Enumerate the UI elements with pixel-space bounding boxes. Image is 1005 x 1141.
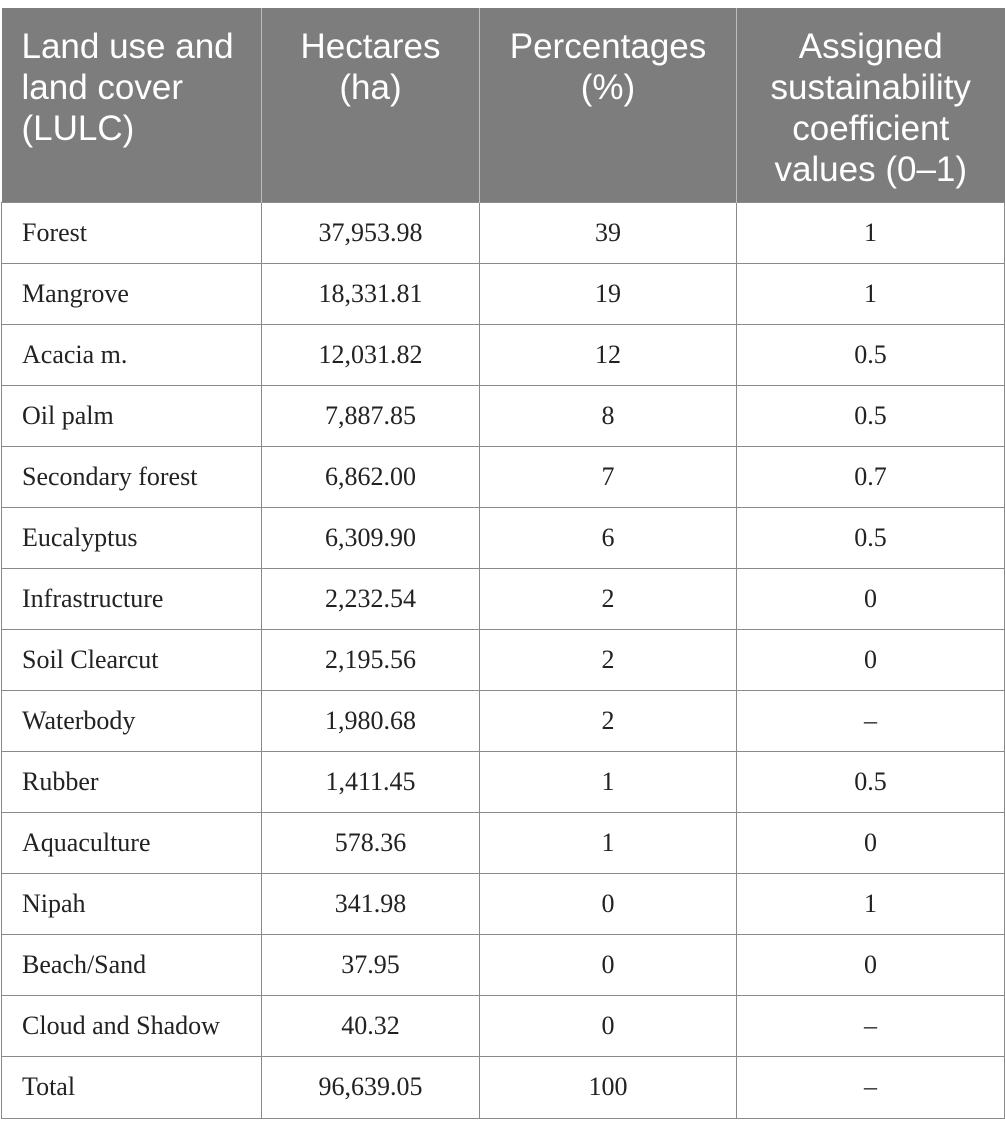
table-row bbox=[2, 995, 1005, 1056]
table-header bbox=[2, 8, 1005, 202]
table-row bbox=[2, 690, 1005, 751]
table-row bbox=[2, 934, 1005, 995]
cell-coefficient: 0.5 bbox=[737, 324, 1005, 385]
cell-lulc: Mangrove bbox=[2, 263, 262, 324]
cell-coefficient: 0.5 bbox=[737, 751, 1005, 812]
cell-hectares: 96,639.05 bbox=[262, 1056, 480, 1118]
table-row bbox=[2, 507, 1005, 568]
cell-lulc: Eucalyptus bbox=[2, 507, 262, 568]
cell-coefficient: 1 bbox=[737, 202, 1005, 263]
cell-hectares: 40.32 bbox=[262, 995, 480, 1056]
cell-hectares: 1,980.68 bbox=[262, 690, 480, 751]
cell-hectares: 578.36 bbox=[262, 812, 480, 873]
cell-hectares: 1,411.45 bbox=[262, 751, 480, 812]
cell-lulc: Total bbox=[2, 1056, 262, 1118]
cell-hectares: 37,953.98 bbox=[262, 202, 480, 263]
cell-hectares: 2,195.56 bbox=[262, 629, 480, 690]
cell-hectares: 6,862.00 bbox=[262, 446, 480, 507]
cell-coefficient: 0 bbox=[737, 812, 1005, 873]
table-row bbox=[2, 568, 1005, 629]
table-row bbox=[2, 202, 1005, 263]
cell-lulc: Oil palm bbox=[2, 385, 262, 446]
cell-hectares: 7,887.85 bbox=[262, 385, 480, 446]
table-body bbox=[2, 202, 1005, 1118]
cell-percentage: 0 bbox=[480, 995, 737, 1056]
cell-percentage: 6 bbox=[480, 507, 737, 568]
cell-percentage: 8 bbox=[480, 385, 737, 446]
table-row bbox=[2, 812, 1005, 873]
cell-percentage: 12 bbox=[480, 324, 737, 385]
cell-coefficient: 0 bbox=[737, 568, 1005, 629]
cell-lulc: Forest bbox=[2, 202, 262, 263]
cell-percentage: 1 bbox=[480, 812, 737, 873]
table-row bbox=[2, 873, 1005, 934]
cell-percentage: 1 bbox=[480, 751, 737, 812]
cell-coefficient: 0.7 bbox=[737, 446, 1005, 507]
cell-hectares: 18,331.81 bbox=[262, 263, 480, 324]
cell-percentage: 0 bbox=[480, 873, 737, 934]
cell-lulc: Cloud and Shadow bbox=[2, 995, 262, 1056]
cell-hectares: 341.98 bbox=[262, 873, 480, 934]
cell-hectares: 2,232.54 bbox=[262, 568, 480, 629]
cell-percentage: 7 bbox=[480, 446, 737, 507]
table-row bbox=[2, 263, 1005, 324]
cell-lulc: Beach/Sand bbox=[2, 934, 262, 995]
cell-coefficient: – bbox=[737, 995, 1005, 1056]
cell-coefficient: – bbox=[737, 690, 1005, 751]
cell-coefficient: 0 bbox=[737, 629, 1005, 690]
cell-coefficient: 1 bbox=[737, 873, 1005, 934]
cell-percentage: 2 bbox=[480, 568, 737, 629]
cell-lulc: Aquaculture bbox=[2, 812, 262, 873]
cell-coefficient: 1 bbox=[737, 263, 1005, 324]
header-row bbox=[2, 8, 1005, 202]
header-percentages: Percentages (%) bbox=[480, 8, 737, 202]
cell-lulc: Nipah bbox=[2, 873, 262, 934]
cell-hectares: 12,031.82 bbox=[262, 324, 480, 385]
cell-coefficient: – bbox=[737, 1056, 1005, 1118]
cell-lulc: Soil Clearcut bbox=[2, 629, 262, 690]
cell-lulc: Infrastructure bbox=[2, 568, 262, 629]
cell-percentage: 2 bbox=[480, 629, 737, 690]
table-row bbox=[2, 385, 1005, 446]
cell-coefficient: 0.5 bbox=[737, 507, 1005, 568]
header-hectares: Hectares (ha) bbox=[262, 8, 480, 202]
table-row bbox=[2, 446, 1005, 507]
table-row bbox=[2, 751, 1005, 812]
cell-lulc: Acacia m. bbox=[2, 324, 262, 385]
lulc-table bbox=[1, 8, 1005, 1119]
header-coefficient: Assigned sustainability coefficient values (0–1) bbox=[737, 8, 1005, 202]
cell-percentage: 100 bbox=[480, 1056, 737, 1118]
cell-percentage: 2 bbox=[480, 690, 737, 751]
cell-percentage: 39 bbox=[480, 202, 737, 263]
cell-coefficient: 0 bbox=[737, 934, 1005, 995]
table-row bbox=[2, 629, 1005, 690]
cell-percentage: 0 bbox=[480, 934, 737, 995]
cell-coefficient: 0.5 bbox=[737, 385, 1005, 446]
cell-lulc: Secondary forest bbox=[2, 446, 262, 507]
cell-lulc: Waterbody bbox=[2, 690, 262, 751]
table-row bbox=[2, 324, 1005, 385]
table-row-total bbox=[2, 1056, 1005, 1118]
cell-hectares: 6,309.90 bbox=[262, 507, 480, 568]
header-lulc: Land use and land cover (LULC) bbox=[2, 8, 262, 202]
cell-lulc: Rubber bbox=[2, 751, 262, 812]
cell-percentage: 19 bbox=[480, 263, 737, 324]
cell-hectares: 37.95 bbox=[262, 934, 480, 995]
